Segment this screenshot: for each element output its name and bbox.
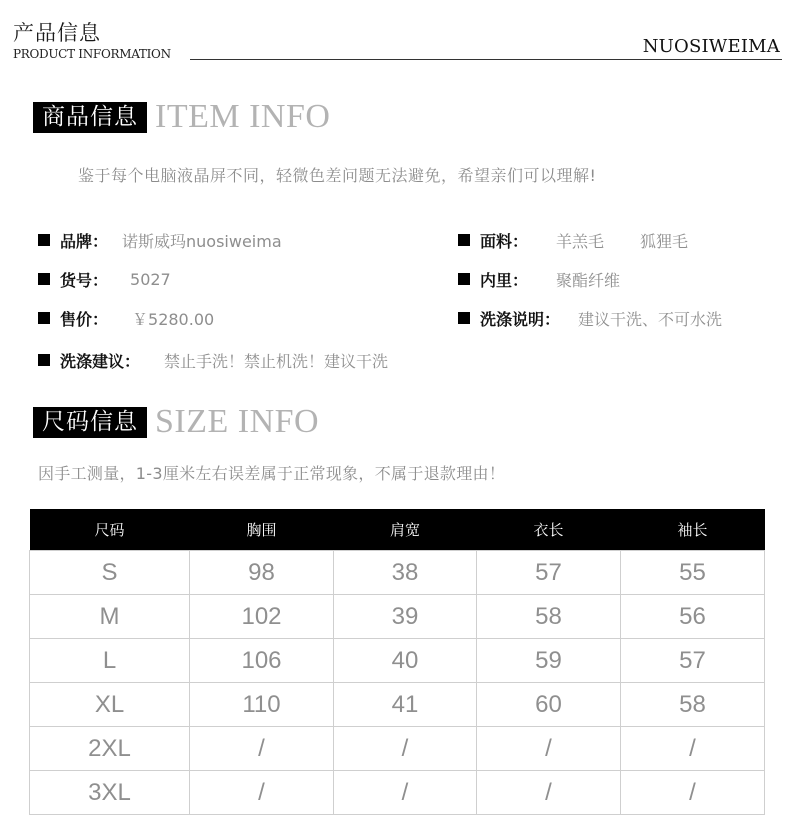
color-notice: 鉴于每个电脑液晶屏不同，轻微色差问题无法避免，希望亲们可以理解! bbox=[78, 166, 597, 185]
attr-lining-label: 内里： bbox=[480, 270, 529, 290]
table-cell: / bbox=[477, 771, 621, 815]
attr-brand-value: 诺斯威玛nuosiweima bbox=[122, 231, 282, 251]
attr-wash-advice-label: 洗涤建议： bbox=[60, 351, 141, 371]
page-title: 产品信息 bbox=[13, 21, 101, 45]
attr-lining-value: 聚酯纤维 bbox=[556, 270, 621, 290]
table-cell: 55 bbox=[621, 551, 765, 595]
attr-wash bbox=[458, 306, 722, 330]
table-cell: / bbox=[190, 727, 334, 771]
table-cell: 110 bbox=[190, 683, 334, 727]
table-cell: 102 bbox=[190, 595, 334, 639]
table-cell: 58 bbox=[477, 595, 621, 639]
table-row bbox=[30, 595, 765, 639]
table-cell: 106 bbox=[190, 639, 334, 683]
table-cell: 57 bbox=[621, 639, 765, 683]
table-cell: / bbox=[477, 727, 621, 771]
header-cell-length: 衣长 bbox=[477, 509, 621, 551]
header-cell-chest: 胸围 bbox=[190, 509, 334, 551]
bullet-square-icon bbox=[458, 312, 470, 324]
attr-lining bbox=[458, 267, 620, 291]
table-cell: XL bbox=[30, 683, 190, 727]
bullet-square-icon bbox=[38, 273, 50, 285]
attr-sku-value: 5027 bbox=[130, 269, 171, 289]
table-cell: / bbox=[621, 727, 765, 771]
size-table bbox=[29, 509, 765, 815]
header-cell-sleeve: 袖长 bbox=[621, 509, 765, 551]
table-row bbox=[30, 771, 765, 815]
attr-sku-label: 货号： bbox=[60, 270, 109, 290]
size-table-header-row bbox=[30, 509, 765, 551]
table-cell: / bbox=[334, 727, 477, 771]
attr-price bbox=[38, 306, 214, 330]
bullet-square-icon bbox=[458, 273, 470, 285]
table-cell: 3XL bbox=[30, 771, 190, 815]
table-cell: 57 bbox=[477, 551, 621, 595]
size-note: 因手工测量，1-3厘米左右误差属于正常现象，不属于退款理由！ bbox=[38, 464, 506, 483]
table-cell: 40 bbox=[334, 639, 477, 683]
table-cell: 58 bbox=[621, 683, 765, 727]
bullet-square-icon bbox=[38, 234, 50, 246]
table-cell: / bbox=[334, 771, 477, 815]
table-cell: M bbox=[30, 595, 190, 639]
attr-wash-value: 建议干洗、不可水洗 bbox=[578, 309, 723, 329]
table-cell: 56 bbox=[621, 595, 765, 639]
table-cell: 98 bbox=[190, 551, 334, 595]
page-subtitle: PRODUCT INFORMATION bbox=[13, 47, 171, 61]
item-info-heading bbox=[33, 98, 330, 136]
bullet-square-icon bbox=[38, 312, 50, 324]
table-row bbox=[30, 551, 765, 595]
brand-name: NUOSIWEIMA bbox=[642, 36, 780, 57]
table-row bbox=[30, 683, 765, 727]
attr-sku bbox=[38, 267, 171, 291]
table-cell: 60 bbox=[477, 683, 621, 727]
table-cell: 41 bbox=[334, 683, 477, 727]
table-cell: / bbox=[621, 771, 765, 815]
size-info-title-en: SIZE INFO bbox=[155, 403, 320, 440]
size-info-title-cn: 尺码信息 bbox=[33, 407, 147, 438]
table-cell: / bbox=[190, 771, 334, 815]
header-cell-shoulder: 肩宽 bbox=[334, 509, 477, 551]
attr-wash-advice-value: 禁止手洗！禁止机洗！建议干洗 bbox=[164, 351, 389, 371]
header-cell-size: 尺码 bbox=[30, 509, 190, 551]
attr-fabric-value-1: 羊羔毛 bbox=[556, 231, 605, 251]
table-cell: 2XL bbox=[30, 727, 190, 771]
item-info-title-en: ITEM INFO bbox=[155, 98, 331, 135]
item-info-title-cn: 商品信息 bbox=[33, 102, 147, 133]
attr-wash-label: 洗涤说明： bbox=[480, 309, 561, 329]
table-cell: 38 bbox=[334, 551, 477, 595]
attr-brand bbox=[38, 228, 282, 252]
bullet-square-icon bbox=[38, 354, 50, 366]
attr-wash-advice bbox=[38, 348, 388, 372]
table-cell: 39 bbox=[334, 595, 477, 639]
bullet-square-icon bbox=[458, 234, 470, 246]
header-divider bbox=[190, 59, 782, 60]
attr-fabric-label: 面料： bbox=[480, 231, 529, 251]
table-cell: S bbox=[30, 551, 190, 595]
attr-fabric-value-2: 狐狸毛 bbox=[640, 231, 689, 251]
table-row bbox=[30, 727, 765, 771]
attr-price-label: 售价： bbox=[60, 309, 109, 329]
table-cell: 59 bbox=[477, 639, 621, 683]
table-row bbox=[30, 639, 765, 683]
table-cell: L bbox=[30, 639, 190, 683]
size-info-heading bbox=[33, 403, 319, 441]
attr-fabric bbox=[458, 228, 688, 252]
attr-brand-label: 品牌： bbox=[60, 231, 109, 251]
attr-price-value: ￥5280.00 bbox=[132, 309, 215, 329]
